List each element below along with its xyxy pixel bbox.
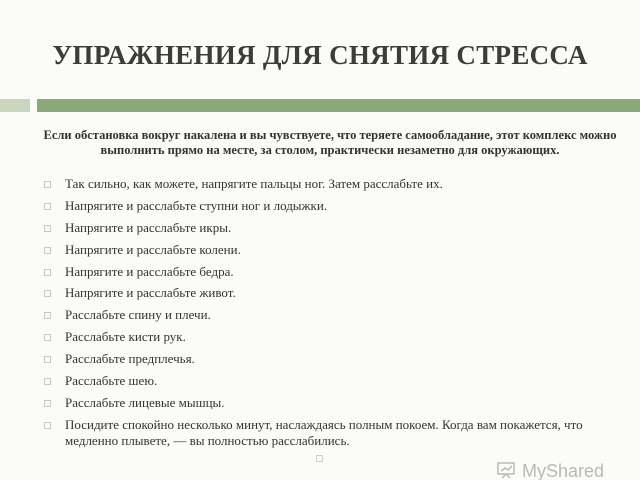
square-bullet-icon bbox=[44, 225, 51, 232]
slide-title: УПРАЖНЕНИЯ ДЛЯ СНЯТИЯ СТРЕССА bbox=[52, 40, 588, 70]
list-item bbox=[44, 198, 624, 214]
square-bullet-icon bbox=[44, 181, 51, 188]
list-item bbox=[44, 373, 624, 389]
list-item-text: Расслабьте кисти рук. bbox=[65, 329, 186, 345]
list-item-text: Напрягите и расслабьте икры. bbox=[65, 219, 232, 235]
list-item bbox=[44, 351, 624, 367]
square-bullet-icon bbox=[44, 400, 51, 407]
list-item bbox=[44, 242, 624, 258]
square-bullet-icon bbox=[44, 290, 51, 297]
square-bullet-icon bbox=[44, 378, 51, 385]
square-bullet-icon bbox=[44, 356, 51, 363]
list-item-text: Расслабьте предплечья. bbox=[65, 351, 195, 367]
list-item bbox=[44, 285, 624, 301]
list-item bbox=[44, 264, 624, 280]
list-item-text: Расслабьте шею. bbox=[65, 373, 158, 389]
watermark-presentation-icon bbox=[496, 462, 518, 478]
title-divider-left bbox=[0, 99, 30, 112]
list-item bbox=[44, 176, 624, 192]
square-bullet-icon bbox=[44, 422, 51, 429]
title-divider-right bbox=[37, 99, 640, 112]
square-bullet-icon bbox=[44, 247, 51, 254]
list-item-text: Так сильно, как можете, напрягите пальцы ног. Затем расслабьте их. bbox=[65, 176, 443, 191]
list-item bbox=[44, 417, 624, 449]
list-item bbox=[44, 395, 624, 411]
list-item-text: Напрягите и расслабьте колени. bbox=[65, 241, 241, 257]
list-item-text: Напрягите и расслабьте живот. bbox=[65, 285, 236, 301]
list-item-text: Расслабьте лицевые мышцы. bbox=[65, 394, 225, 410]
intro-paragraph: Если обстановка вокруг накалена и вы чувствуете, что теряете самообладание, этот комплекс можно выполнить прямо на месте, за столом, практически незаметно для окружающих. bbox=[43, 128, 617, 157]
empty-square-bullet-icon bbox=[316, 455, 323, 462]
list-item-text: Расслабьте спину и плечи. bbox=[65, 307, 211, 323]
list-item bbox=[44, 220, 624, 236]
square-bullet-icon bbox=[44, 334, 51, 341]
list-item-text: Напрягите и расслабьте ступни ног и лодыжки. bbox=[65, 197, 328, 213]
watermark-text: MyShared bbox=[522, 462, 605, 480]
list-item-text: Посидите спокойно несколько минут, наслаждаясь полным покоем. Когда вам покажется, что медленно плывете, — вы полностью расслабились. bbox=[65, 416, 583, 448]
square-bullet-icon bbox=[44, 312, 51, 319]
square-bullet-icon bbox=[44, 203, 51, 210]
exercise-list bbox=[44, 176, 624, 455]
list-item bbox=[44, 329, 624, 345]
list-item-text: Напрягите и расслабьте бедра. bbox=[65, 263, 234, 279]
square-bullet-icon bbox=[44, 269, 51, 276]
list-item bbox=[44, 307, 624, 323]
watermark-logo bbox=[496, 462, 640, 480]
